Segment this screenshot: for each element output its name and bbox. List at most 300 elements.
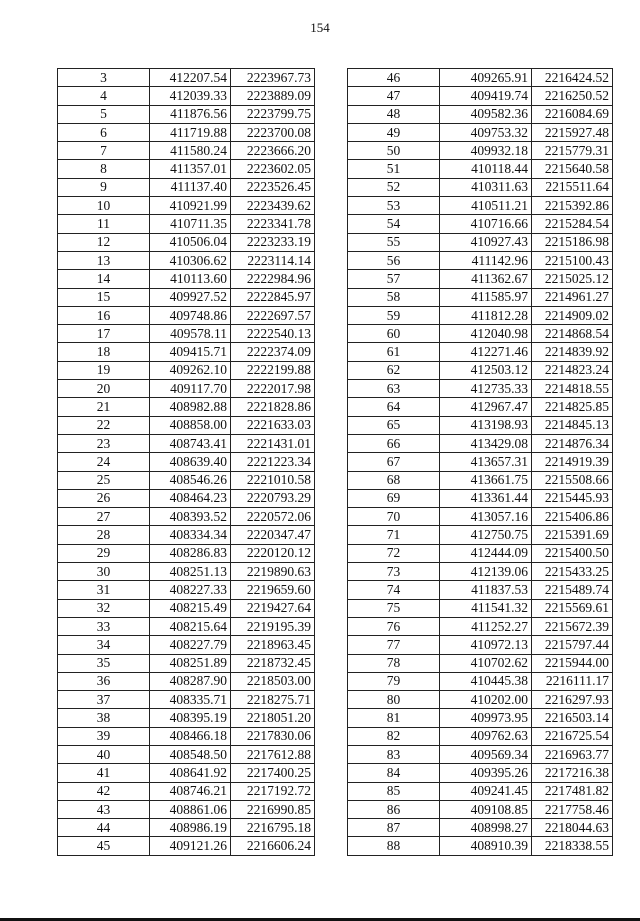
y-coordinate-cell: 2223439.62 bbox=[231, 197, 315, 215]
y-coordinate-cell: 2214909.02 bbox=[532, 306, 613, 324]
table-row bbox=[58, 599, 315, 617]
x-coordinate-cell: 408743.41 bbox=[150, 434, 231, 452]
point-number-cell: 71 bbox=[348, 526, 440, 544]
y-coordinate-cell: 2216297.93 bbox=[532, 691, 613, 709]
x-coordinate-cell: 411362.67 bbox=[440, 270, 532, 288]
point-number-cell: 52 bbox=[348, 178, 440, 196]
y-coordinate-cell: 2216503.14 bbox=[532, 709, 613, 727]
point-number-cell: 37 bbox=[58, 691, 150, 709]
table-row bbox=[58, 123, 315, 141]
point-number-cell: 65 bbox=[348, 416, 440, 434]
x-coordinate-cell: 410202.00 bbox=[440, 691, 532, 709]
x-coordinate-cell: 411585.97 bbox=[440, 288, 532, 306]
point-number-cell: 72 bbox=[348, 544, 440, 562]
x-coordinate-cell: 408861.06 bbox=[150, 800, 231, 818]
x-coordinate-cell: 410927.43 bbox=[440, 233, 532, 251]
x-coordinate-cell: 411252.27 bbox=[440, 617, 532, 635]
point-number-cell: 33 bbox=[58, 617, 150, 635]
table-row bbox=[348, 672, 613, 690]
point-number-cell: 35 bbox=[58, 654, 150, 672]
point-number-cell: 4 bbox=[58, 87, 150, 105]
x-coordinate-cell: 411580.24 bbox=[150, 142, 231, 160]
point-number-cell: 88 bbox=[348, 837, 440, 855]
y-coordinate-cell: 2215025.12 bbox=[532, 270, 613, 288]
table-row bbox=[58, 800, 315, 818]
y-coordinate-cell: 2221010.58 bbox=[231, 471, 315, 489]
table-row bbox=[348, 325, 613, 343]
y-coordinate-cell: 2222199.88 bbox=[231, 361, 315, 379]
point-number-cell: 68 bbox=[348, 471, 440, 489]
point-number-cell: 79 bbox=[348, 672, 440, 690]
y-coordinate-cell: 2215392.86 bbox=[532, 197, 613, 215]
y-coordinate-cell: 2218503.00 bbox=[231, 672, 315, 690]
table-row bbox=[348, 563, 613, 581]
table-row bbox=[58, 636, 315, 654]
x-coordinate-cell: 410113.60 bbox=[150, 270, 231, 288]
table-row bbox=[348, 398, 613, 416]
y-coordinate-cell: 2220572.06 bbox=[231, 508, 315, 526]
table-row bbox=[348, 800, 613, 818]
table-row bbox=[348, 69, 613, 87]
table-row bbox=[58, 288, 315, 306]
table-row bbox=[58, 489, 315, 507]
table-row bbox=[348, 215, 613, 233]
y-coordinate-cell: 2223967.73 bbox=[231, 69, 315, 87]
point-number-cell: 61 bbox=[348, 343, 440, 361]
y-coordinate-cell: 2217216.38 bbox=[532, 764, 613, 782]
table-row bbox=[58, 142, 315, 160]
x-coordinate-cell: 408334.34 bbox=[150, 526, 231, 544]
x-coordinate-cell: 413661.75 bbox=[440, 471, 532, 489]
x-coordinate-cell: 413057.16 bbox=[440, 508, 532, 526]
point-number-cell: 26 bbox=[58, 489, 150, 507]
y-coordinate-cell: 2216795.18 bbox=[231, 819, 315, 837]
point-number-cell: 81 bbox=[348, 709, 440, 727]
y-coordinate-cell: 2223341.78 bbox=[231, 215, 315, 233]
table-row bbox=[348, 233, 613, 251]
table-row bbox=[58, 416, 315, 434]
y-coordinate-cell: 2215186.98 bbox=[532, 233, 613, 251]
point-number-cell: 49 bbox=[348, 123, 440, 141]
y-coordinate-cell: 2215445.93 bbox=[532, 489, 613, 507]
y-coordinate-cell: 2215672.39 bbox=[532, 617, 613, 635]
x-coordinate-cell: 410311.63 bbox=[440, 178, 532, 196]
y-coordinate-cell: 2222540.13 bbox=[231, 325, 315, 343]
y-coordinate-cell: 2219890.63 bbox=[231, 563, 315, 581]
x-coordinate-cell: 410716.66 bbox=[440, 215, 532, 233]
table-row bbox=[348, 343, 613, 361]
y-coordinate-cell: 2223666.20 bbox=[231, 142, 315, 160]
point-number-cell: 54 bbox=[348, 215, 440, 233]
x-coordinate-cell: 410711.35 bbox=[150, 215, 231, 233]
table-row bbox=[58, 819, 315, 837]
table-row bbox=[58, 837, 315, 855]
table-row bbox=[58, 764, 315, 782]
y-coordinate-cell: 2217400.25 bbox=[231, 764, 315, 782]
point-number-cell: 8 bbox=[58, 160, 150, 178]
point-number-cell: 23 bbox=[58, 434, 150, 452]
x-coordinate-cell: 412039.33 bbox=[150, 87, 231, 105]
y-coordinate-cell: 2215100.43 bbox=[532, 251, 613, 269]
x-coordinate-cell: 411837.53 bbox=[440, 581, 532, 599]
x-coordinate-cell: 408910.39 bbox=[440, 837, 532, 855]
y-coordinate-cell: 2215284.54 bbox=[532, 215, 613, 233]
point-number-cell: 59 bbox=[348, 306, 440, 324]
point-number-cell: 36 bbox=[58, 672, 150, 690]
x-coordinate-cell: 408858.00 bbox=[150, 416, 231, 434]
x-coordinate-cell: 413657.31 bbox=[440, 453, 532, 471]
x-coordinate-cell: 409582.36 bbox=[440, 105, 532, 123]
y-coordinate-cell: 2220120.12 bbox=[231, 544, 315, 562]
point-number-cell: 18 bbox=[58, 343, 150, 361]
x-coordinate-cell: 409932.18 bbox=[440, 142, 532, 160]
table-row bbox=[58, 380, 315, 398]
y-coordinate-cell: 2218275.71 bbox=[231, 691, 315, 709]
x-coordinate-cell: 411876.56 bbox=[150, 105, 231, 123]
table-row bbox=[58, 69, 315, 87]
x-coordinate-cell: 409395.26 bbox=[440, 764, 532, 782]
point-number-cell: 22 bbox=[58, 416, 150, 434]
table-row bbox=[348, 745, 613, 763]
x-coordinate-cell: 412139.06 bbox=[440, 563, 532, 581]
x-coordinate-cell: 408251.13 bbox=[150, 563, 231, 581]
x-coordinate-cell: 408251.89 bbox=[150, 654, 231, 672]
point-number-cell: 69 bbox=[348, 489, 440, 507]
y-coordinate-cell: 2222845.97 bbox=[231, 288, 315, 306]
point-number-cell: 25 bbox=[58, 471, 150, 489]
y-coordinate-cell: 2215569.61 bbox=[532, 599, 613, 617]
point-number-cell: 20 bbox=[58, 380, 150, 398]
x-coordinate-cell: 413361.44 bbox=[440, 489, 532, 507]
point-number-cell: 28 bbox=[58, 526, 150, 544]
x-coordinate-cell: 408335.71 bbox=[150, 691, 231, 709]
table-row bbox=[348, 270, 613, 288]
point-number-cell: 40 bbox=[58, 745, 150, 763]
y-coordinate-cell: 2222017.98 bbox=[231, 380, 315, 398]
table-row bbox=[58, 453, 315, 471]
x-coordinate-cell: 409108.85 bbox=[440, 800, 532, 818]
point-number-cell: 53 bbox=[348, 197, 440, 215]
x-coordinate-cell: 412040.98 bbox=[440, 325, 532, 343]
x-coordinate-cell: 413429.08 bbox=[440, 434, 532, 452]
x-coordinate-cell: 408287.90 bbox=[150, 672, 231, 690]
y-coordinate-cell: 2221223.34 bbox=[231, 453, 315, 471]
table-row bbox=[58, 87, 315, 105]
x-coordinate-cell: 408641.92 bbox=[150, 764, 231, 782]
table-row bbox=[348, 380, 613, 398]
point-number-cell: 58 bbox=[348, 288, 440, 306]
x-coordinate-cell: 409419.74 bbox=[440, 87, 532, 105]
y-coordinate-cell: 2223233.19 bbox=[231, 233, 315, 251]
table-row bbox=[58, 361, 315, 379]
table-row bbox=[58, 526, 315, 544]
table-row bbox=[58, 197, 315, 215]
table-row bbox=[348, 306, 613, 324]
y-coordinate-cell: 2217612.88 bbox=[231, 745, 315, 763]
table-row bbox=[58, 672, 315, 690]
x-coordinate-cell: 410306.62 bbox=[150, 251, 231, 269]
y-coordinate-cell: 2216084.69 bbox=[532, 105, 613, 123]
table-row bbox=[348, 87, 613, 105]
y-coordinate-cell: 2216990.85 bbox=[231, 800, 315, 818]
x-coordinate-cell: 410511.21 bbox=[440, 197, 532, 215]
x-coordinate-cell: 408215.49 bbox=[150, 599, 231, 617]
table-row bbox=[348, 819, 613, 837]
table-row bbox=[58, 745, 315, 763]
point-number-cell: 75 bbox=[348, 599, 440, 617]
y-coordinate-cell: 2215779.31 bbox=[532, 142, 613, 160]
x-coordinate-cell: 409753.32 bbox=[440, 123, 532, 141]
table-row bbox=[58, 563, 315, 581]
table-row bbox=[348, 453, 613, 471]
x-coordinate-cell: 409578.11 bbox=[150, 325, 231, 343]
x-coordinate-cell: 409748.86 bbox=[150, 306, 231, 324]
y-coordinate-cell: 2223799.75 bbox=[231, 105, 315, 123]
y-coordinate-cell: 2223889.09 bbox=[231, 87, 315, 105]
point-number-cell: 77 bbox=[348, 636, 440, 654]
y-coordinate-cell: 2223602.05 bbox=[231, 160, 315, 178]
table-row bbox=[58, 270, 315, 288]
y-coordinate-cell: 2222374.09 bbox=[231, 343, 315, 361]
x-coordinate-cell: 412207.54 bbox=[150, 69, 231, 87]
point-number-cell: 86 bbox=[348, 800, 440, 818]
y-coordinate-cell: 2215797.44 bbox=[532, 636, 613, 654]
x-coordinate-cell: 409117.70 bbox=[150, 380, 231, 398]
point-number-cell: 5 bbox=[58, 105, 150, 123]
table-row bbox=[348, 727, 613, 745]
x-coordinate-cell: 411357.01 bbox=[150, 160, 231, 178]
x-coordinate-cell: 409121.26 bbox=[150, 837, 231, 855]
x-coordinate-cell: 411541.32 bbox=[440, 599, 532, 617]
x-coordinate-cell: 412271.46 bbox=[440, 343, 532, 361]
table-row bbox=[348, 709, 613, 727]
point-number-cell: 67 bbox=[348, 453, 440, 471]
x-coordinate-cell: 411719.88 bbox=[150, 123, 231, 141]
x-coordinate-cell: 411812.28 bbox=[440, 306, 532, 324]
y-coordinate-cell: 2214876.34 bbox=[532, 434, 613, 452]
table-row bbox=[58, 398, 315, 416]
point-number-cell: 16 bbox=[58, 306, 150, 324]
y-coordinate-cell: 2214818.55 bbox=[532, 380, 613, 398]
table-row bbox=[348, 837, 613, 855]
point-number-cell: 66 bbox=[348, 434, 440, 452]
x-coordinate-cell: 412967.47 bbox=[440, 398, 532, 416]
point-number-cell: 32 bbox=[58, 599, 150, 617]
y-coordinate-cell: 2220793.29 bbox=[231, 489, 315, 507]
point-number-cell: 50 bbox=[348, 142, 440, 160]
y-coordinate-cell: 2215508.66 bbox=[532, 471, 613, 489]
table-row bbox=[58, 251, 315, 269]
table-row bbox=[348, 654, 613, 672]
x-coordinate-cell: 409569.34 bbox=[440, 745, 532, 763]
point-number-cell: 39 bbox=[58, 727, 150, 745]
table-row bbox=[348, 160, 613, 178]
y-coordinate-cell: 2215400.50 bbox=[532, 544, 613, 562]
table-row bbox=[58, 654, 315, 672]
table-row bbox=[58, 233, 315, 251]
y-coordinate-cell: 2217758.46 bbox=[532, 800, 613, 818]
y-coordinate-cell: 2216725.54 bbox=[532, 727, 613, 745]
y-coordinate-cell: 2216606.24 bbox=[231, 837, 315, 855]
y-coordinate-cell: 2223114.14 bbox=[231, 251, 315, 269]
table-row bbox=[348, 599, 613, 617]
table-row bbox=[348, 434, 613, 452]
table-row bbox=[58, 471, 315, 489]
x-coordinate-cell: 408395.19 bbox=[150, 709, 231, 727]
x-coordinate-cell: 408548.50 bbox=[150, 745, 231, 763]
y-coordinate-cell: 2218963.45 bbox=[231, 636, 315, 654]
table-row bbox=[348, 361, 613, 379]
coordinates-table-left bbox=[57, 68, 315, 856]
table-row bbox=[58, 343, 315, 361]
table-row bbox=[58, 178, 315, 196]
x-coordinate-cell: 412444.09 bbox=[440, 544, 532, 562]
table-row bbox=[348, 288, 613, 306]
y-coordinate-cell: 2221828.86 bbox=[231, 398, 315, 416]
y-coordinate-cell: 2217192.72 bbox=[231, 782, 315, 800]
table-row bbox=[58, 709, 315, 727]
y-coordinate-cell: 2219659.60 bbox=[231, 581, 315, 599]
table-row bbox=[58, 617, 315, 635]
table-row bbox=[348, 508, 613, 526]
table-row bbox=[58, 434, 315, 452]
x-coordinate-cell: 408546.26 bbox=[150, 471, 231, 489]
y-coordinate-cell: 2214961.27 bbox=[532, 288, 613, 306]
point-number-cell: 30 bbox=[58, 563, 150, 581]
y-coordinate-cell: 2217481.82 bbox=[532, 782, 613, 800]
point-number-cell: 24 bbox=[58, 453, 150, 471]
point-number-cell: 60 bbox=[348, 325, 440, 343]
point-number-cell: 70 bbox=[348, 508, 440, 526]
x-coordinate-cell: 410118.44 bbox=[440, 160, 532, 178]
y-coordinate-cell: 2214825.85 bbox=[532, 398, 613, 416]
x-coordinate-cell: 409262.10 bbox=[150, 361, 231, 379]
table-row bbox=[348, 105, 613, 123]
y-coordinate-cell: 2214919.39 bbox=[532, 453, 613, 471]
y-coordinate-cell: 2214823.24 bbox=[532, 361, 613, 379]
point-number-cell: 10 bbox=[58, 197, 150, 215]
x-coordinate-cell: 408998.27 bbox=[440, 819, 532, 837]
table-row bbox=[348, 526, 613, 544]
x-coordinate-cell: 408227.79 bbox=[150, 636, 231, 654]
point-number-cell: 21 bbox=[58, 398, 150, 416]
y-coordinate-cell: 2215433.25 bbox=[532, 563, 613, 581]
y-coordinate-cell: 2215406.86 bbox=[532, 508, 613, 526]
x-coordinate-cell: 409241.45 bbox=[440, 782, 532, 800]
x-coordinate-cell: 408286.83 bbox=[150, 544, 231, 562]
point-number-cell: 48 bbox=[348, 105, 440, 123]
table-row bbox=[58, 306, 315, 324]
table-row bbox=[348, 123, 613, 141]
table-row bbox=[348, 142, 613, 160]
y-coordinate-cell: 2218338.55 bbox=[532, 837, 613, 855]
point-number-cell: 14 bbox=[58, 270, 150, 288]
point-number-cell: 12 bbox=[58, 233, 150, 251]
point-number-cell: 64 bbox=[348, 398, 440, 416]
x-coordinate-cell: 408393.52 bbox=[150, 508, 231, 526]
table-row bbox=[58, 581, 315, 599]
x-coordinate-cell: 409973.95 bbox=[440, 709, 532, 727]
x-coordinate-cell: 411142.96 bbox=[440, 251, 532, 269]
x-coordinate-cell: 409415.71 bbox=[150, 343, 231, 361]
y-coordinate-cell: 2215489.74 bbox=[532, 581, 613, 599]
table-row bbox=[58, 325, 315, 343]
x-coordinate-cell: 412503.12 bbox=[440, 361, 532, 379]
y-coordinate-cell: 2218732.45 bbox=[231, 654, 315, 672]
y-coordinate-cell: 2216424.52 bbox=[532, 69, 613, 87]
point-number-cell: 34 bbox=[58, 636, 150, 654]
y-coordinate-cell: 2216250.52 bbox=[532, 87, 613, 105]
point-number-cell: 41 bbox=[58, 764, 150, 782]
table-row bbox=[58, 105, 315, 123]
point-number-cell: 44 bbox=[58, 819, 150, 837]
x-coordinate-cell: 411137.40 bbox=[150, 178, 231, 196]
y-coordinate-cell: 2219427.64 bbox=[231, 599, 315, 617]
y-coordinate-cell: 2215391.69 bbox=[532, 526, 613, 544]
point-number-cell: 19 bbox=[58, 361, 150, 379]
point-number-cell: 9 bbox=[58, 178, 150, 196]
point-number-cell: 13 bbox=[58, 251, 150, 269]
table-row bbox=[58, 160, 315, 178]
table-row bbox=[348, 691, 613, 709]
point-number-cell: 82 bbox=[348, 727, 440, 745]
table-row bbox=[348, 544, 613, 562]
table-row bbox=[348, 489, 613, 507]
y-coordinate-cell: 2214845.13 bbox=[532, 416, 613, 434]
y-coordinate-cell: 2223700.08 bbox=[231, 123, 315, 141]
x-coordinate-cell: 409265.91 bbox=[440, 69, 532, 87]
point-number-cell: 45 bbox=[58, 837, 150, 855]
x-coordinate-cell: 408227.33 bbox=[150, 581, 231, 599]
point-number-cell: 31 bbox=[58, 581, 150, 599]
point-number-cell: 74 bbox=[348, 581, 440, 599]
point-number-cell: 11 bbox=[58, 215, 150, 233]
table-row bbox=[58, 782, 315, 800]
y-coordinate-cell: 2215927.48 bbox=[532, 123, 613, 141]
table-row bbox=[58, 508, 315, 526]
point-number-cell: 80 bbox=[348, 691, 440, 709]
point-number-cell: 51 bbox=[348, 160, 440, 178]
table-row bbox=[348, 197, 613, 215]
x-coordinate-cell: 410921.99 bbox=[150, 197, 231, 215]
y-coordinate-cell: 2219195.39 bbox=[231, 617, 315, 635]
point-number-cell: 76 bbox=[348, 617, 440, 635]
point-number-cell: 83 bbox=[348, 745, 440, 763]
point-number-cell: 63 bbox=[348, 380, 440, 398]
y-coordinate-cell: 2215640.58 bbox=[532, 160, 613, 178]
point-number-cell: 56 bbox=[348, 251, 440, 269]
table-row bbox=[348, 178, 613, 196]
y-coordinate-cell: 2220347.47 bbox=[231, 526, 315, 544]
page-number: 154 bbox=[310, 20, 330, 35]
coordinates-table-right bbox=[347, 68, 613, 856]
point-number-cell: 6 bbox=[58, 123, 150, 141]
x-coordinate-cell: 412735.33 bbox=[440, 380, 532, 398]
table-row bbox=[348, 471, 613, 489]
point-number-cell: 55 bbox=[348, 233, 440, 251]
y-coordinate-cell: 2223526.45 bbox=[231, 178, 315, 196]
point-number-cell: 3 bbox=[58, 69, 150, 87]
point-number-cell: 78 bbox=[348, 654, 440, 672]
point-number-cell: 27 bbox=[58, 508, 150, 526]
point-number-cell: 47 bbox=[348, 87, 440, 105]
point-number-cell: 42 bbox=[58, 782, 150, 800]
point-number-cell: 29 bbox=[58, 544, 150, 562]
point-number-cell: 85 bbox=[348, 782, 440, 800]
point-number-cell: 15 bbox=[58, 288, 150, 306]
x-coordinate-cell: 408639.40 bbox=[150, 453, 231, 471]
x-coordinate-cell: 413198.93 bbox=[440, 416, 532, 434]
